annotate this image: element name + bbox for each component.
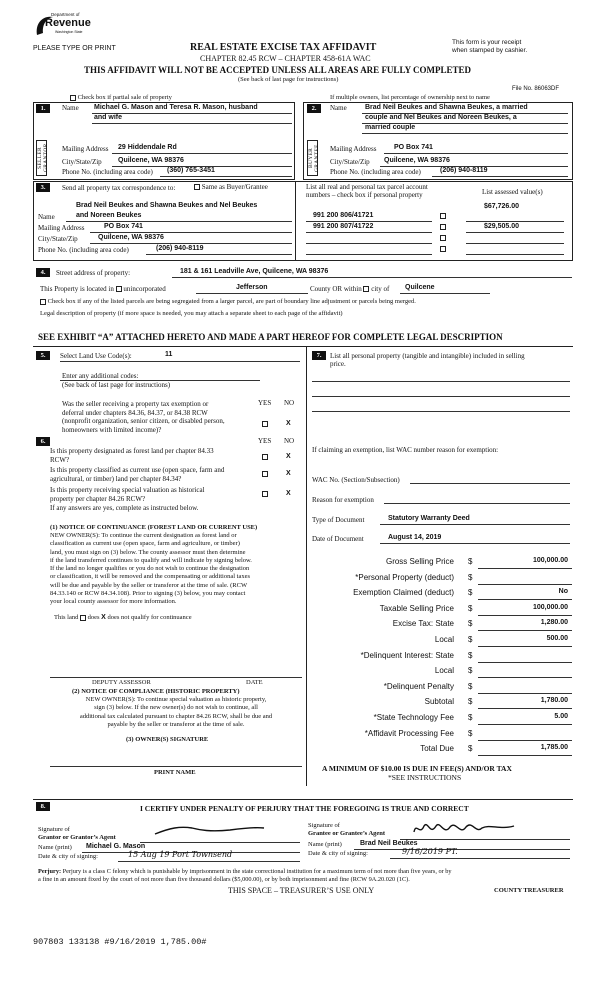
grantee-date-city: 9/16/2019 PT. bbox=[402, 847, 458, 856]
tax-row-value: 5.00 bbox=[554, 713, 568, 720]
corr-name-line2: and Noreen Beukes bbox=[76, 212, 142, 219]
certify-statement: I CERTIFY UNDER PENALTY OF PERJURY THAT THE FOREGOING IS TRUE AND CORRECT bbox=[140, 804, 469, 813]
tax-row-label: *State Technology Fee bbox=[373, 713, 454, 722]
owner-signature-label: (3) OWNER(S) SIGNATURE bbox=[126, 736, 209, 743]
dollar-sign: $ bbox=[468, 681, 473, 691]
see-back-codes: (See back of last page for instructions) bbox=[62, 381, 171, 389]
please-type: PLEASE TYPE OR PRINT bbox=[33, 45, 116, 52]
segregated-label: Check box if any of the listed parcels are being segregated from a larger parcel, are part of boundary line adjustment or parcels being merged. bbox=[47, 298, 416, 305]
tax-row-value: No bbox=[558, 588, 568, 596]
parcels-header2: numbers – check box if personal property bbox=[306, 191, 423, 199]
s5-no-answer: X bbox=[286, 420, 291, 427]
does-checkbox[interactable] bbox=[80, 615, 86, 621]
reason-label: Reason for exemption bbox=[312, 496, 374, 504]
section-5-number: 5. bbox=[36, 351, 50, 360]
parcels-header1: List all real and personal tax parcel account bbox=[306, 183, 428, 191]
tax-row-value: 100,000.00 bbox=[532, 557, 568, 564]
grantor-sig-label: Grantor or Grantor’s Agent bbox=[38, 834, 116, 841]
doc-type-label: Type of Document bbox=[312, 516, 365, 524]
multiple-owners-note: If multiple owners, list percentage of ownership next to name bbox=[330, 94, 490, 101]
tax-row bbox=[310, 682, 572, 695]
tax-row bbox=[310, 635, 572, 648]
parcel-1-value: $67,726.00 bbox=[484, 203, 520, 210]
minimum-due-note: A MINIMUM OF $10.00 IS DUE IN FEE(S) AND/OR TAX bbox=[322, 764, 512, 773]
dollar-sign: $ bbox=[468, 557, 473, 566]
notice2-line: payable by the seller or transferor at the time of sale. bbox=[107, 720, 245, 728]
seller-city-label: City/State/Zip bbox=[62, 158, 102, 166]
corr-phone-label: Phone No. (including area code) bbox=[38, 246, 129, 254]
notice1-body bbox=[50, 532, 302, 607]
dollar-sign: $ bbox=[468, 697, 473, 707]
dollar-sign: $ bbox=[468, 728, 473, 738]
city-value: Quilcene bbox=[405, 284, 435, 291]
notice1-line: your local county assessor for more information. bbox=[50, 598, 177, 606]
section-1-number: 1. bbox=[36, 104, 50, 113]
same-as-buyer-label: Same as Buyer/Grantee bbox=[201, 183, 268, 191]
file-number: File No. 86063DF bbox=[512, 86, 560, 92]
notice1-line: If the land no longer qualifies or you do not wish to continue the designation bbox=[50, 565, 250, 573]
tax-row-label: Taxable Selling Price bbox=[379, 603, 454, 613]
notice2-line: sign (3) below. If the new owner(s) do not wish to continue, all bbox=[94, 704, 258, 712]
print-name-label: PRINT NAME bbox=[154, 769, 196, 776]
buyer-city: Quilcene, WA 98376 bbox=[384, 157, 450, 164]
buyer-phone: (206) 940-8119 bbox=[440, 167, 488, 174]
tax-row-value: 100,000.00 bbox=[532, 603, 568, 611]
same-as-buyer-checkbox[interactable] bbox=[194, 184, 200, 190]
doc-date-label: Date of Document bbox=[312, 535, 364, 543]
tax-row bbox=[310, 666, 572, 679]
tax-row-label: Subtotal bbox=[424, 697, 454, 707]
see-instructions: *SEE INSTRUCTIONS bbox=[388, 773, 462, 782]
buyer-mailing-label: Mailing Address bbox=[330, 145, 377, 153]
buyer-side-label: BUYER GRANTEE bbox=[307, 140, 318, 176]
dor-logo bbox=[33, 11, 93, 41]
personal-property-label1: List all personal property (tangible and intangible) included in selling bbox=[330, 352, 525, 360]
city-checkbox[interactable] bbox=[363, 286, 369, 292]
notice1-line: land, you must sign on (3) below. The county assessor must then determine bbox=[50, 548, 246, 556]
tax-row bbox=[310, 697, 572, 710]
notice2-line: NEW OWNER(S): To continue special valuation as historic property, bbox=[85, 696, 267, 703]
grantee-signature bbox=[410, 818, 520, 840]
street-value: 181 & 161 Leadville Ave, Quilcene, WA 98376 bbox=[180, 268, 329, 275]
partial-sale-row bbox=[70, 94, 172, 101]
dollar-sign: $ bbox=[468, 650, 473, 660]
tax-row bbox=[310, 744, 572, 757]
parcel-1-number: 991 200 806/41721 bbox=[313, 212, 374, 219]
s6-no-header: NO bbox=[284, 437, 295, 445]
section-2-number: 2. bbox=[307, 104, 321, 113]
s5-yes-header: YES bbox=[258, 399, 272, 407]
tax-row-label: *Delinquent Interest: State bbox=[360, 650, 454, 660]
grantee-name: Brad Neil Beukes bbox=[360, 840, 418, 847]
land-use-value: 11 bbox=[165, 351, 173, 358]
parcel-2-value: $29,505.00 bbox=[484, 223, 520, 230]
dollar-sign: $ bbox=[468, 619, 473, 629]
tax-row-value: 500.00 bbox=[546, 635, 568, 642]
deputy-date-label: DATE bbox=[246, 679, 263, 686]
column-divider bbox=[306, 346, 307, 786]
seller-name-label: Name bbox=[62, 104, 79, 112]
deputy-assessor-label: DEPUTY ASSESSOR bbox=[92, 679, 151, 686]
corr-mailing-label: Mailing Address bbox=[38, 224, 85, 232]
buyer-city-label: City/State/Zip bbox=[330, 158, 370, 166]
section-4-number: 4. bbox=[36, 268, 50, 277]
partial-sale-label: Check box if partial sale of property bbox=[77, 94, 172, 101]
tax-row-value: 1,280.00 bbox=[540, 619, 568, 627]
corr-phone: (206) 940-8119 bbox=[156, 245, 204, 252]
wac-label: WAC No. (Section/Subsection) bbox=[312, 476, 400, 484]
located-row: This Property is located in unincorporated bbox=[40, 285, 166, 293]
tax-row bbox=[310, 729, 572, 742]
partial-sale-checkbox[interactable] bbox=[70, 95, 76, 101]
dollar-sign: $ bbox=[468, 588, 473, 598]
notice1-line: classification as current use (open space, farm and agriculture, or timber) bbox=[50, 540, 240, 548]
buyer-name-line2: couple and Nel Beukes and Noreen Beukes, a bbox=[365, 114, 517, 121]
dollar-sign: $ bbox=[468, 744, 473, 754]
seller-mailing: 29 Hiddendale Rd bbox=[118, 144, 177, 151]
buyer-phone-label: Phone No. (including area code) bbox=[330, 168, 421, 176]
notice1-line: 84.33.140 or RCW 84.34.108). Prior to signing (3) below, you may contact bbox=[50, 590, 246, 598]
segregated-checkbox[interactable] bbox=[40, 299, 46, 305]
tax-row-label: Local bbox=[434, 666, 454, 676]
s6-q1-answer: X bbox=[286, 453, 291, 460]
s6-q1-yes-checkbox[interactable] bbox=[262, 454, 268, 460]
unincorporated-checkbox[interactable] bbox=[116, 286, 122, 292]
receipt-note1: This form is your receipt bbox=[452, 39, 522, 46]
grantor-signature bbox=[150, 818, 270, 840]
section-7-number: 7. bbox=[312, 351, 326, 360]
tax-row-label: Excise Tax: State bbox=[392, 619, 454, 629]
tax-row-label: *Affidavit Processing Fee bbox=[364, 728, 454, 738]
corr-name-label: Name bbox=[38, 213, 55, 221]
notice2-title: (2) NOTICE OF COMPLIANCE (HISTORIC PROPERTY) bbox=[72, 688, 240, 695]
parcel-3-personal-checkbox[interactable] bbox=[440, 235, 446, 241]
tax-row bbox=[310, 573, 572, 586]
grantee-sig-label: Grantee or Grantee’s Agent bbox=[308, 830, 386, 837]
tax-row-label: Exemption Claimed (deduct) bbox=[353, 588, 454, 598]
s6-q2-yes-checkbox[interactable] bbox=[262, 471, 268, 477]
notice1-line: if the land transferred continues to qualify and will indicate by signing below. bbox=[50, 556, 252, 564]
dollar-sign: $ bbox=[468, 635, 473, 644]
corr-name-line1: Brad Neil Beukes and Shawna Beukes and Nel Beukes bbox=[76, 202, 258, 209]
notice1-line: will be due and payable by the seller or transferor at the time of sale. (RCW bbox=[50, 581, 248, 589]
dollar-sign: $ bbox=[468, 713, 473, 722]
cashier-stamp: 907803 133138 #9/16/2019 1,785.00# bbox=[33, 937, 207, 947]
corr-city: Quilcene, WA 98376 bbox=[98, 234, 164, 241]
receipt-note2: when stamped by cashier. bbox=[452, 47, 528, 54]
seller-phone: (360) 765-3451 bbox=[167, 167, 215, 174]
buyer-mailing: PO Box 741 bbox=[394, 144, 433, 151]
tax-row-label: *Delinquent Penalty bbox=[383, 681, 454, 691]
seller-name-line2: and wife bbox=[94, 114, 123, 121]
county-value: Jefferson bbox=[236, 284, 268, 291]
logo-line1: Department of bbox=[51, 12, 80, 17]
notice2-line: additional tax calculated pursuant to chapter 84.26 RCW, shall be due and bbox=[79, 712, 273, 720]
seller-side-label: SELLER GRANTOR bbox=[36, 140, 47, 176]
tax-row bbox=[310, 713, 572, 726]
form-chapter: CHAPTER 82.45 RCW – CHAPTER 458-61A WAC bbox=[200, 54, 371, 63]
continuance-row: This land does X does not qualify for continuance bbox=[54, 614, 192, 621]
grantor-name: Michael G. Mason bbox=[86, 843, 146, 850]
logo-line3: Washington State bbox=[55, 30, 83, 34]
seller-city: Quilcene, WA 98376 bbox=[118, 157, 184, 164]
corr-city-label: City/State/Zip bbox=[38, 235, 78, 243]
buyer-name-line3: married couple bbox=[365, 124, 416, 131]
section-3-number: 3. bbox=[36, 183, 50, 192]
exemption-claim-label: If claiming an exemption, list WAC number reason for exemption: bbox=[312, 446, 499, 454]
perjury-notice: Perjury: Perjury is a class C felony which is punishable by imprisonment in the state correctional institution for a maximum term of not more than five years, or by a fine in an amount fixed by the court of not more than five thousand dollars ($5,000.00), or by both imprisonment and fine (RCW 9A.20.020 (1C). bbox=[38, 868, 452, 883]
section-8-number: 8. bbox=[36, 802, 50, 811]
buyer-name-line1: Brad Neil Beukes and Shawna Beukes, a married bbox=[365, 104, 528, 111]
section-6-number: 6. bbox=[36, 437, 50, 446]
additional-codes-label: Enter any additional codes: bbox=[62, 372, 139, 380]
notice1-title: (1) NOTICE OF CONTINUANCE (FOREST LAND OR CURRENT USE) bbox=[50, 524, 258, 531]
corr-mailing: PO Box 741 bbox=[104, 223, 143, 230]
correspondence-label: Send all property tax correspondence to: bbox=[62, 184, 176, 192]
s5-no-header: NO bbox=[284, 399, 295, 407]
treasurer-space: THIS SPACE – TREASURER’S USE ONLY bbox=[228, 886, 375, 895]
assessed-header: List assessed value(s) bbox=[482, 188, 543, 196]
tax-row bbox=[310, 557, 572, 570]
s6-yes-header: YES bbox=[258, 437, 272, 445]
tax-row-label: *Personal Property (deduct) bbox=[355, 572, 454, 582]
notice2-body bbox=[50, 696, 302, 729]
s6-q3-yes-checkbox[interactable] bbox=[262, 491, 268, 497]
notice1-line: or classification, it will be removed and the compensating or additional taxes bbox=[50, 573, 250, 581]
notice1-line: NEW OWNER(S): To continue the current designation as forest land or bbox=[50, 532, 237, 539]
tax-row-label: Total Due bbox=[420, 744, 454, 754]
tax-row bbox=[310, 619, 572, 632]
tax-row-label: Local bbox=[434, 635, 454, 644]
logo-word: Revenue bbox=[45, 17, 91, 29]
personal-property-label2: price. bbox=[330, 360, 346, 368]
s5-question: Was the seller receiving a property tax exemption or deferral under chapters 84.36, 84.37, or 84.38 RCW (nonprofit organization, senior citizen, or disabled person, homeowners with limited income)? bbox=[62, 400, 225, 434]
land-use-label: Select Land Use Code(s): bbox=[60, 352, 132, 360]
county-treasurer: COUNTY TREASURER bbox=[494, 887, 564, 894]
doc-date-value: August 14, 2019 bbox=[388, 534, 442, 541]
seller-mailing-label: Mailing Address bbox=[62, 145, 109, 153]
seller-name-line1: Michael G. Mason and Teresa R. Mason, husband bbox=[94, 104, 258, 111]
legal-description-label: Legal description of property (if more space is needed, you may attach a separate sheet to each page of the affidavit) bbox=[40, 310, 343, 317]
parcel-1-personal-checkbox[interactable] bbox=[440, 213, 446, 219]
grantor-date-city: 15 Aug 19 Port Townsend bbox=[128, 850, 233, 859]
s6-q3-answer: X bbox=[286, 490, 291, 497]
parcel-4-personal-checkbox[interactable] bbox=[440, 246, 446, 252]
tax-row-value: 1,780.00 bbox=[540, 697, 568, 705]
parcel-2-number: 991 200 807/41722 bbox=[313, 223, 374, 230]
form-title: REAL ESTATE EXCISE TAX AFFIDAVIT bbox=[190, 42, 377, 53]
see-back-header: (See back of last page for instructions) bbox=[238, 76, 339, 83]
dollar-sign: $ bbox=[468, 572, 473, 582]
parcel-2-personal-checkbox[interactable] bbox=[440, 224, 446, 230]
tax-row bbox=[310, 651, 572, 664]
tax-row-value: 1,785.00 bbox=[540, 744, 568, 752]
buyer-name-label: Name bbox=[330, 104, 347, 112]
seller-phone-label: Phone No. (including area code) bbox=[62, 168, 153, 176]
dollar-sign: $ bbox=[468, 603, 473, 613]
form-warning: THIS AFFIDAVIT WILL NOT BE ACCEPTED UNLESS ALL AREAS ARE FULLY COMPLETED bbox=[84, 65, 472, 75]
tax-row bbox=[310, 604, 572, 617]
dollar-sign: $ bbox=[468, 666, 473, 676]
exhibit-a-note: SEE EXHIBIT “A” ATTACHED HERETO AND MADE A PART HEREOF FOR COMPLETE LEGAL DESCRIPTION bbox=[38, 332, 503, 342]
tax-row-label: Gross Selling Price bbox=[385, 557, 454, 566]
if-yes-note: If any answers are yes, complete as instructed below. bbox=[50, 504, 199, 512]
s5-yes-checkbox[interactable] bbox=[262, 421, 268, 427]
tax-row bbox=[310, 588, 572, 601]
street-label: Street address of property: bbox=[56, 269, 131, 277]
s6-q2-answer: X bbox=[286, 470, 291, 477]
doc-type-value: Statutory Warranty Deed bbox=[388, 515, 470, 522]
